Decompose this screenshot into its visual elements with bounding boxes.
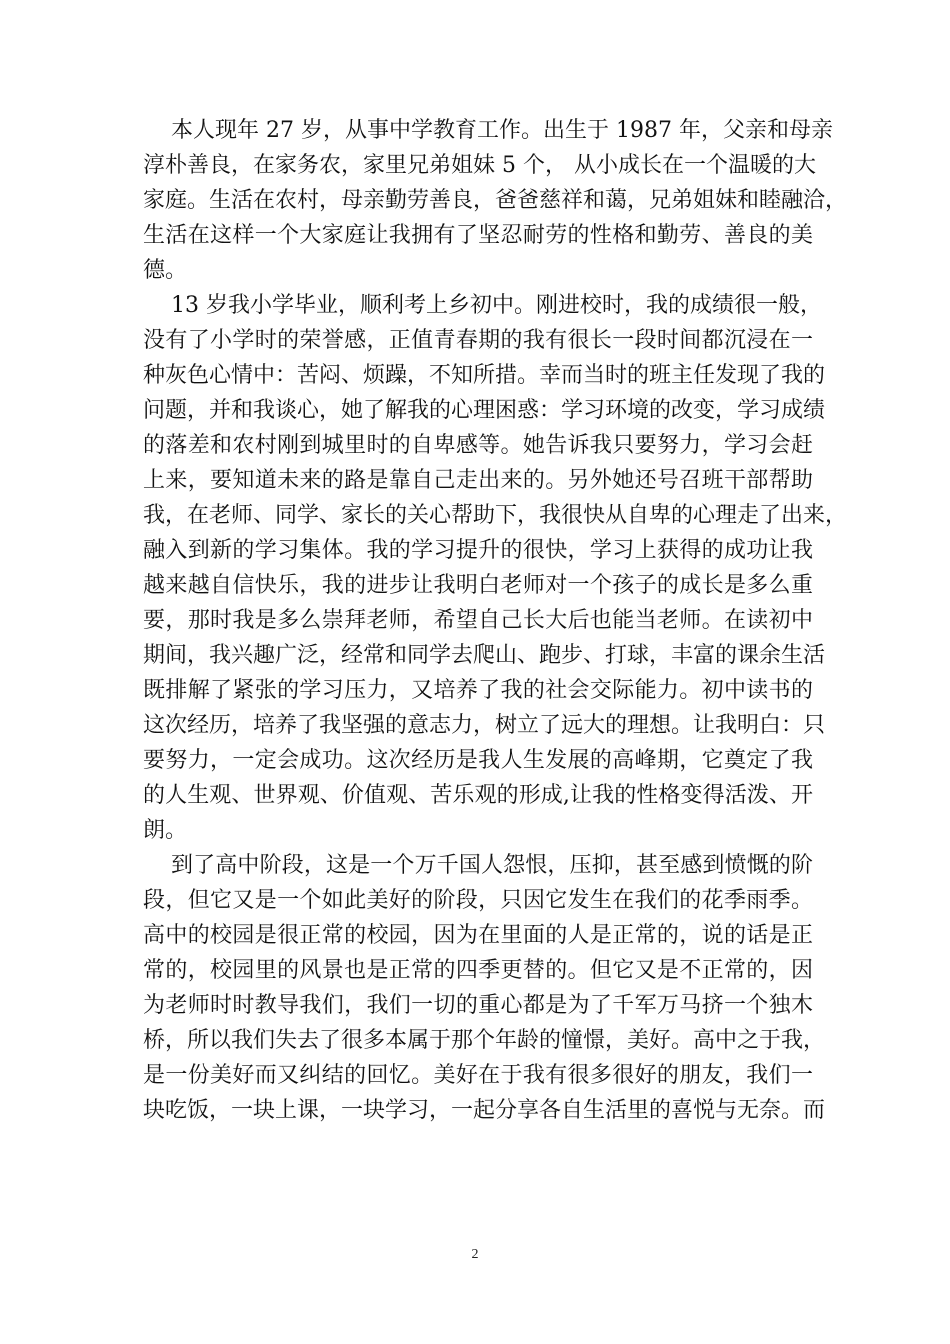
text-line: 家庭。生活在农村，母亲勤劳善良，爸爸慈祥和蔼，兄弟姐妹和睦融洽，	[143, 188, 848, 213]
text-line: 问题，并和我谈心，她了解我的心理困惑：学习环境的改变，学习成绩	[143, 398, 826, 423]
text-line: 常的，校园里的风景也是正常的四季更替的。但它又是不正常的，因	[143, 958, 813, 983]
text-line: 融入到新的学习集体。我的学习提升的很快，学习上获得的成功让我	[143, 538, 813, 563]
text-line: 朗。	[143, 818, 188, 843]
text-line: 的落差和农村刚到城里时的自卑感等。她告诉我只要努力，学习会赶	[143, 433, 813, 458]
text-line: 没有了小学时的荣誉感，正值青春期的我有很长一段时间都沉浸在一	[143, 328, 813, 353]
text-line: 生活在这样一个大家庭让我拥有了坚忍耐劳的性格和勤劳、善良的美	[143, 223, 813, 248]
text-line: 期间，我兴趣广泛，经常和同学去爬山、跑步、打球，丰富的课余生活	[143, 643, 826, 668]
text-line: 本人现年 27 岁，从事中学教育工作。出生于 1987 年，父亲和母亲	[171, 118, 833, 143]
text-line: 的人生观、世界观、价值观、苦乐观的形成,让我的性格变得活泼、开	[143, 783, 813, 808]
text-line: 是一份美好而又纠结的回忆。美好在于我有很多很好的朋友，我们一	[143, 1063, 813, 1088]
text-line: 这次经历，培养了我坚强的意志力，树立了远大的理想。让我明白：只	[143, 713, 826, 738]
text-line: 我，在老师、同学、家长的关心帮助下，我很快从自卑的心理走了出来，	[143, 503, 848, 528]
text-line: 上来，要知道未来的路是靠自己走出来的。另外她还号召班干部帮助	[143, 468, 813, 493]
text-line: 要，那时我是多么崇拜老师，希望自己长大后也能当老师。在读初中	[143, 608, 813, 633]
text-line: 高中的校园是很正常的校园，因为在里面的人是正常的，说的话是正	[143, 923, 813, 948]
page-number: 2	[471, 1247, 479, 1262]
text-line: 既排解了紧张的学习压力，又培养了我的社会交际能力。初中读书的	[143, 678, 813, 703]
text-line: 13 岁我小学毕业，顺利考上乡初中。刚进校时，我的成绩很一般，	[171, 293, 822, 318]
text-line: 越来越自信快乐，我的进步让我明白老师对一个孩子的成长是多么重	[143, 573, 813, 598]
text-line: 桥，所以我们失去了很多本属于那个年龄的憧憬，美好。高中之于我，	[143, 1028, 826, 1053]
text-line: 德。	[143, 258, 188, 283]
text-line: 到了高中阶段，这是一个万千国人怨恨，压抑，甚至感到愤慨的阶	[171, 853, 813, 878]
paragraph-2	[143, 288, 848, 848]
text-line: 为老师时时教导我们，我们一切的重心都是为了千军万马挤一个独木	[143, 993, 813, 1018]
paragraph-1	[143, 113, 848, 288]
paragraph-3	[143, 848, 826, 1128]
text-line: 淳朴善良，在家务农，家里兄弟姐妹 5 个， 从小成长在一个温暖的大	[143, 153, 816, 178]
text-line: 段，但它又是一个如此美好的阶段，只因它发生在我们的花季雨季。	[143, 888, 813, 913]
document-body	[143, 113, 848, 1128]
text-line: 块吃饭，一块上课，一块学习，一起分享各自生活里的喜悦与无奈。而	[143, 1098, 826, 1123]
text-line: 要努力，一定会成功。这次经历是我人生发展的高峰期，它奠定了我	[143, 748, 813, 773]
text-line: 种灰色心情中：苦闷、烦躁，不知所措。幸而当时的班主任发现了我的	[143, 363, 826, 388]
